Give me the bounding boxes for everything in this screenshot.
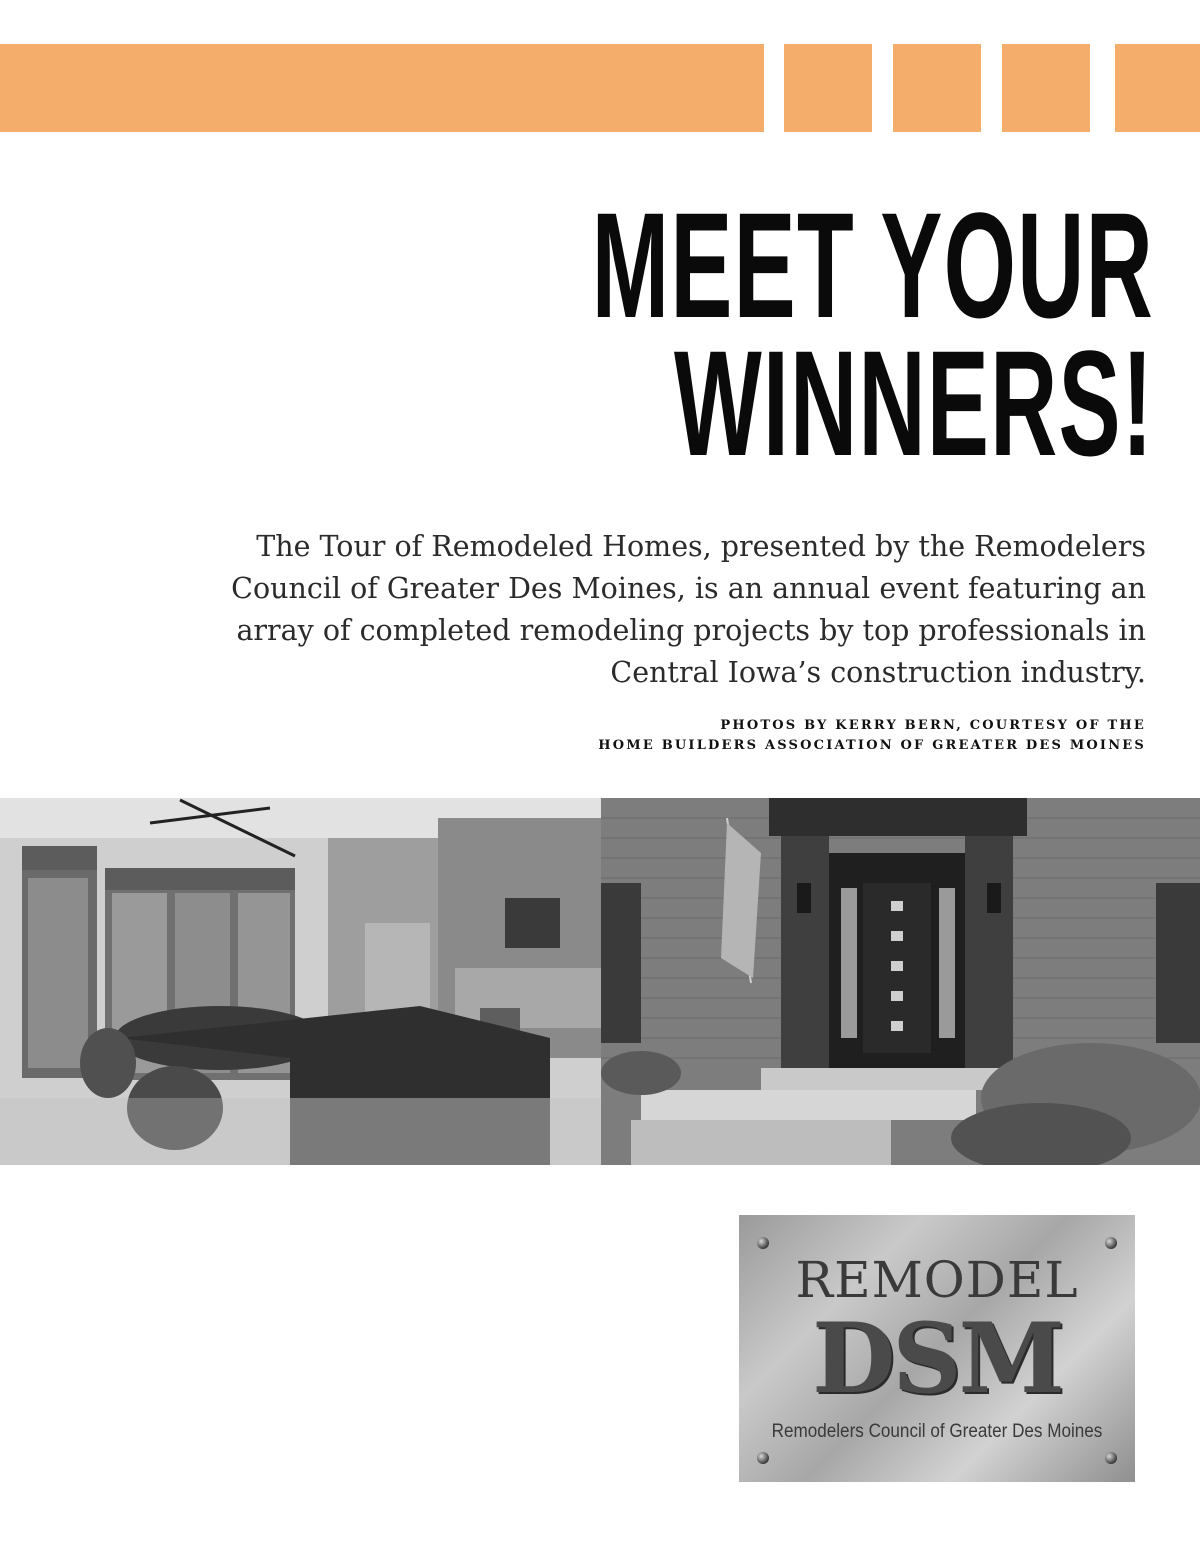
logo-tagline: Remodelers Council of Greater Des Moines xyxy=(771,1421,1103,1442)
rivet-icon xyxy=(757,1237,769,1249)
kitchen-photo xyxy=(0,798,601,1165)
photo-credit: PHOTOS BY KERRY BERN, COURTESY OF THE HOME BUILDERS ASSOCIATION OF GREATER DES MOINES xyxy=(598,718,1146,753)
rivet-icon xyxy=(1105,1452,1117,1464)
rivet-icon xyxy=(757,1452,769,1464)
accent-square xyxy=(1002,44,1090,132)
entry-photo xyxy=(601,798,1200,1165)
remodel-dsm-logo xyxy=(739,1215,1135,1482)
headline-line-1: MEET YOUR xyxy=(591,181,1154,349)
accent-bar xyxy=(0,44,764,132)
intro-paragraph: The Tour of Remodeled Homes, presented by the Remodelers Council of Greater Des Moines, is an annual event featuring an array of completed remodeling projects by top professionals in Central Iowa’s construction industry. xyxy=(231,530,1146,689)
logo-line-remodel: REMODEL xyxy=(795,1251,1079,1309)
rivet-icon xyxy=(1105,1237,1117,1249)
accent-square xyxy=(784,44,872,132)
accent-square xyxy=(893,44,981,132)
headline xyxy=(591,181,1154,487)
headline-line-2: WINNERS! xyxy=(673,319,1154,487)
logo-line-dsm: DSM xyxy=(812,1302,1062,1415)
accent-square xyxy=(1115,44,1200,132)
